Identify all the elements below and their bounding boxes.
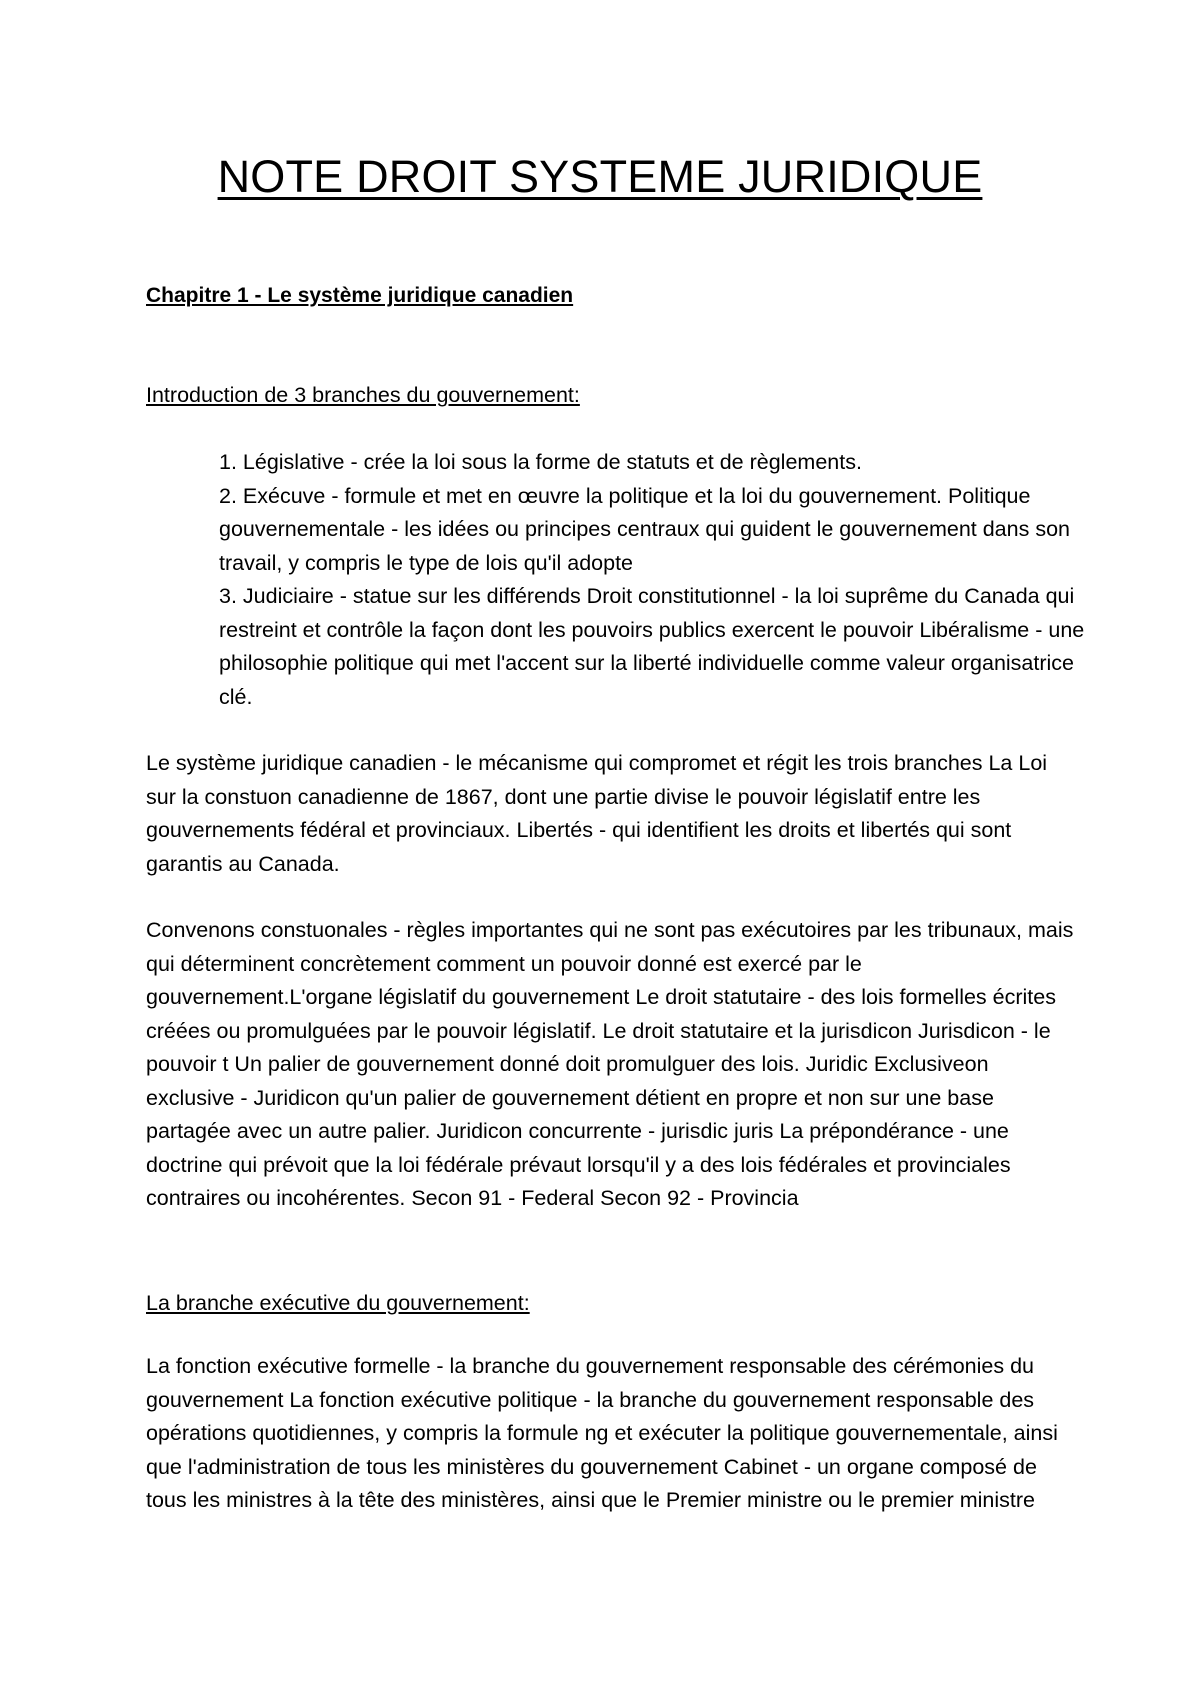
- intro-heading: Introduction de 3 branches du gouvernement:: [146, 383, 580, 407]
- paragraph-executive-function: La fonction exécutive formelle - la branche du gouvernement responsable des cérémonies du gouvernement La fonction exécutive politique - la branche du gouvernement responsable des opérations quotidiennes, y compris la formule ng et exécuter la politique gouvernementale, ainsi que l'administration de tous les ministères du gouvernement Cabinet - un organe composé de tous les ministres à la tête des ministères, ainsi que le Premier ministre ou le premier ministre: [146, 1354, 1058, 1512]
- document-title: NOTE DROIT SYSTEME JURIDIQUE: [217, 151, 983, 202]
- executive-heading: La branche exécutive du gouvernement:: [146, 1291, 530, 1315]
- list-item-judiciary: 3. Judiciaire - statue sur les différends Droit constitutionnel - la loi suprême du Canada qui restreint et contrôle la façon dont les pouvoirs publics exercent le pouvoir Libéralisme - une philosophie politique qui met l'accent sur la liberté individuelle comme valeur organisatrice clé.: [219, 584, 1085, 709]
- list-item-executive: 2. Exécuve - formule et met en œuvre la politique et la loi du gouvernement. Politique gouvernementale - les idées ou principes centraux qui guident le gouvernement dans son travail, y compris le type de lois qu'il adopte: [219, 483, 1070, 575]
- paragraph-constitutional-conventions: Convenons constuonales - règles importantes qui ne sont pas exécutoires par les tribunaux, mais qui déterminent concrètement comment un pouvoir donné est exercé par le gouvernement.L'organe législatif du gouvernement Le droit statutaire - des lois formelles écrites créées ou promulguées par le pouvoir législatif. Le droit statutaire et la jurisdicon Jurisdicon - le pouvoir t Un palier de gouvernement donné doit promulguer des lois. Juridic Exclusiveon exclusive - Juridicon qu'un palier de gouvernement détient en propre et non sur une base partagée avec un autre palier. Juridicon concurrente - jurisdic juris La prépondérance - une doctrine qui prévoit que la loi fédérale prévaut lorsqu'il y a des lois fédérales et provinciales contraires ou incohérentes. Secon 91 - Federal Secon 92 - Provincia: [146, 918, 1074, 1210]
- list-item-legislative: 1. Législative - crée la loi sous la forme de statuts et de règlements.: [219, 450, 862, 474]
- branches-list: [219, 446, 1089, 714]
- chapter-heading: Chapitre 1 - Le système juridique canadien: [146, 284, 574, 307]
- paragraph-canadian-legal-system: Le système juridique canadien - le mécanisme qui compromet et régit les trois branches La Loi sur la constuon canadienne de 1867, dont une partie divise le pouvoir législatif entre les gouvernements fédéral et provinciaux. Libertés - qui identifient les droits et libertés qui sont garantis au Canada.: [146, 751, 1048, 876]
